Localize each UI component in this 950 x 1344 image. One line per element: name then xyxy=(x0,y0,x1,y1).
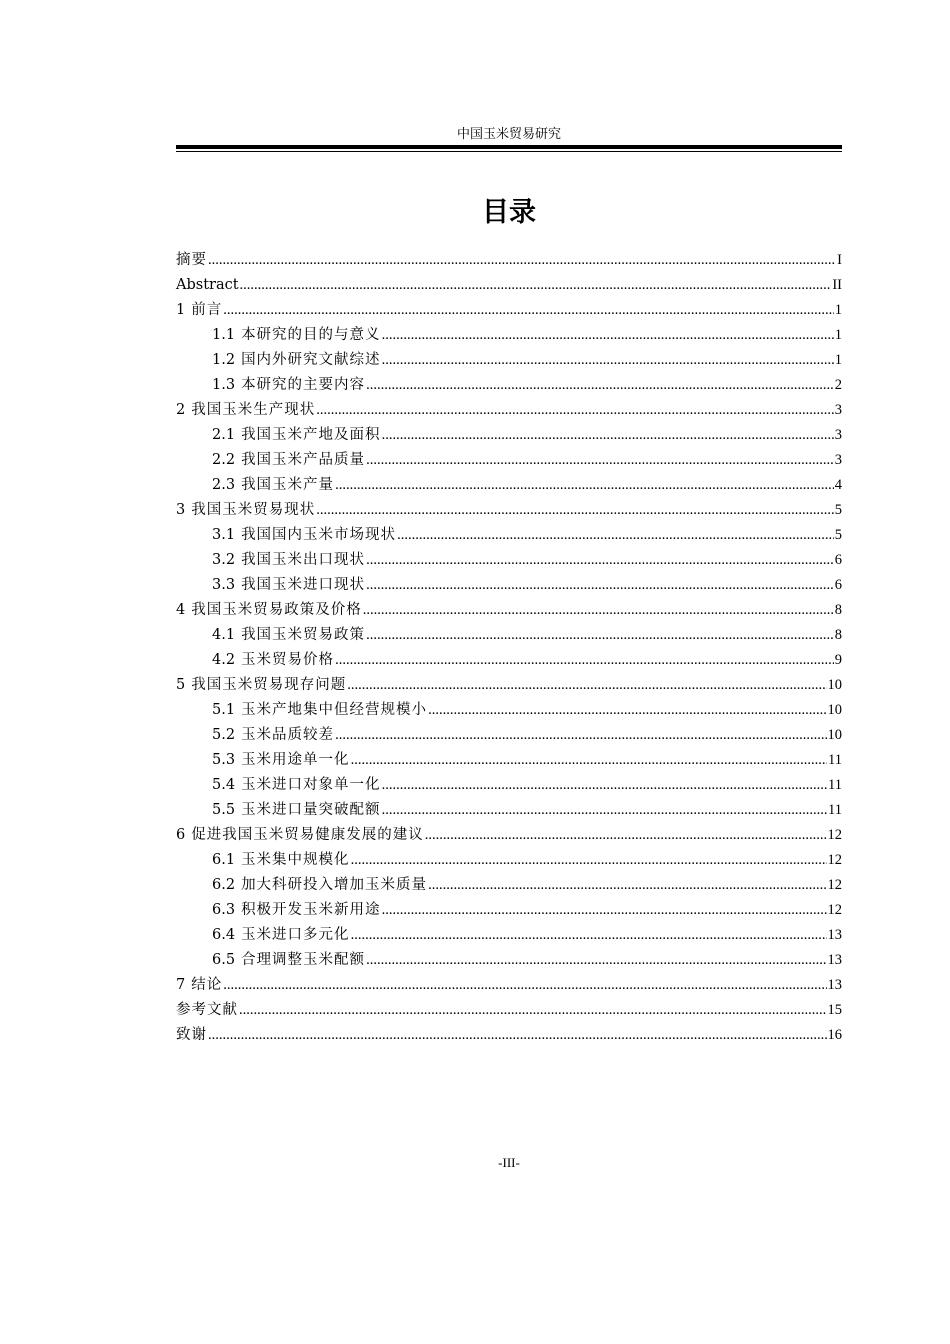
toc-leader-dots xyxy=(335,473,834,498)
toc-entry-page: 2 xyxy=(834,377,842,393)
toc-entry[interactable] xyxy=(176,898,842,923)
toc-entry-number: 4 xyxy=(176,602,186,618)
toc-entry-label: 国内外研究文献综述 xyxy=(241,352,381,368)
header-rule-thick xyxy=(176,145,842,149)
toc-entry-number: 7 xyxy=(176,977,186,993)
toc-entry-number: 4.2 xyxy=(212,652,236,668)
toc-entry-page: 8 xyxy=(834,627,842,643)
toc-entry-page: 15 xyxy=(827,1002,842,1018)
toc-entry-page: 10 xyxy=(827,727,842,743)
toc-leader-dots xyxy=(428,873,826,898)
toc-entry-label: 结论 xyxy=(191,977,223,993)
toc-entry-label: 促进我国玉米贸易健康发展的建议 xyxy=(191,827,424,843)
toc-leader-dots xyxy=(366,373,834,398)
toc-leader-dots xyxy=(208,1023,827,1048)
toc-entry-page: I xyxy=(837,252,842,268)
toc-entry-page: 9 xyxy=(834,652,842,668)
toc-entry-number: 1 xyxy=(176,302,186,318)
toc-entry-label: 玉米进口量突破配额 xyxy=(241,802,381,818)
toc-entry-number: 2.2 xyxy=(212,452,236,468)
toc-entry-number: 2.3 xyxy=(212,477,236,493)
toc-entry-label: 我国玉米贸易现存问题 xyxy=(191,677,347,693)
toc-entry[interactable] xyxy=(176,723,842,748)
toc-entry-page: 11 xyxy=(828,752,842,768)
toc-entry-page: 10 xyxy=(827,677,842,693)
toc-entry[interactable] xyxy=(176,523,842,548)
toc-leader-dots xyxy=(366,948,826,973)
toc-entry-number: 4.1 xyxy=(212,627,236,643)
toc-entry-page: 12 xyxy=(827,852,842,868)
toc-entry-page: 13 xyxy=(827,977,842,993)
toc-leader-dots xyxy=(363,598,834,623)
toc-leader-dots xyxy=(366,548,834,573)
toc-entry-label: 我国玉米产量 xyxy=(241,477,335,493)
toc-entry[interactable] xyxy=(176,798,842,823)
toc-leader-dots xyxy=(382,423,834,448)
toc-entry-page: 13 xyxy=(827,952,842,968)
toc-entry[interactable] xyxy=(176,873,842,898)
toc-entry-number: 5 xyxy=(176,677,186,693)
toc-entry-label: 玉米集中规模化 xyxy=(241,852,350,868)
running-header: 中国玉米贸易研究 xyxy=(456,127,561,142)
toc-entry-label: 玉米进口对象单一化 xyxy=(241,777,381,793)
toc-entry-label: 摘要 xyxy=(176,252,207,268)
toc-entry-page: 6 xyxy=(834,552,842,568)
toc-entry[interactable] xyxy=(176,923,842,948)
toc-entry-page: 5 xyxy=(834,502,842,518)
toc-entry[interactable] xyxy=(176,398,842,423)
toc-leader-dots xyxy=(425,823,827,848)
toc-entry-page: 6 xyxy=(834,577,842,593)
toc-entry-label: 玉米进口多元化 xyxy=(241,927,350,943)
toc-entry-number: 3.2 xyxy=(212,552,236,568)
toc-entry[interactable] xyxy=(176,573,842,598)
toc-entry[interactable] xyxy=(176,948,842,973)
toc-leader-dots xyxy=(208,248,836,273)
toc-entry[interactable] xyxy=(176,973,842,998)
toc-leader-dots xyxy=(382,348,834,373)
toc-entry-label: 本研究的主要内容 xyxy=(241,377,366,393)
toc-entry-number: 5.2 xyxy=(212,727,236,743)
toc-entry[interactable] xyxy=(176,598,842,623)
toc-entry-page: 1 xyxy=(834,352,842,368)
toc-entry-page: 12 xyxy=(827,827,842,843)
toc-entry-number: 6.2 xyxy=(212,877,236,893)
toc-entry[interactable] xyxy=(176,423,842,448)
toc-entry-page: 3 xyxy=(834,402,842,418)
toc-leader-dots xyxy=(397,523,834,548)
header-rule-thin xyxy=(176,151,842,152)
toc-entry-page: 12 xyxy=(827,877,842,893)
toc-entry-number: 6.1 xyxy=(212,852,236,868)
toc-entry[interactable] xyxy=(176,498,842,523)
toc-entry-number: 1.3 xyxy=(212,377,236,393)
toc-entry[interactable] xyxy=(176,323,842,348)
toc-entry[interactable] xyxy=(176,273,842,298)
toc-entry-label: 我国玉米产地及面积 xyxy=(241,427,381,443)
toc-entry-label: Abstract xyxy=(176,277,239,293)
toc-entry-label: 我国玉米产品质量 xyxy=(241,452,366,468)
toc-entry-label: 我国国内玉米市场现状 xyxy=(241,527,397,543)
toc-entry-page: 3 xyxy=(834,452,842,468)
toc-entry[interactable] xyxy=(176,673,842,698)
toc-entry-label: 玉米产地集中但经营规模小 xyxy=(241,702,428,718)
toc-entry-page: 1 xyxy=(834,327,842,343)
toc-leader-dots xyxy=(382,773,827,798)
toc-entry-page: 11 xyxy=(828,777,842,793)
toc-leader-dots xyxy=(366,448,834,473)
toc-leader-dots xyxy=(351,923,827,948)
toc-entry[interactable] xyxy=(176,648,842,673)
toc-entry-page: 13 xyxy=(827,927,842,943)
toc-entry[interactable] xyxy=(176,248,842,273)
toc-entry-number: 2 xyxy=(176,402,186,418)
toc-entry-number: 3.1 xyxy=(212,527,236,543)
toc-entry-label: 我国玉米出口现状 xyxy=(241,552,366,568)
toc-entry-page: 1 xyxy=(834,302,842,318)
toc-entry[interactable] xyxy=(176,373,842,398)
toc-entry-page: 4 xyxy=(834,477,842,493)
toc-entry-number: 1.1 xyxy=(212,327,236,343)
toc-leader-dots xyxy=(335,723,826,748)
toc-entry-label: 积极开发玉米新用途 xyxy=(241,902,381,918)
toc-leader-dots xyxy=(239,998,827,1023)
toc-entry-page: 3 xyxy=(834,427,842,443)
toc-entry-label: 玉米贸易价格 xyxy=(241,652,335,668)
toc-entry-label: 我国玉米贸易政策及价格 xyxy=(191,602,362,618)
toc-entry[interactable] xyxy=(176,1023,842,1048)
page-title: 目录 xyxy=(482,197,536,228)
toc-entry[interactable] xyxy=(176,298,842,323)
toc-entry-label: 玉米用途单一化 xyxy=(241,752,350,768)
toc-entry[interactable] xyxy=(176,748,842,773)
toc-entry-label: 加大科研投入增加玉米质量 xyxy=(241,877,428,893)
toc-entry-number: 6 xyxy=(176,827,186,843)
toc-leader-dots xyxy=(240,273,832,298)
toc-entry-number: 1.2 xyxy=(212,352,236,368)
toc-entry-number: 3.3 xyxy=(212,577,236,593)
toc-entry-page: 16 xyxy=(827,1027,842,1043)
toc-entry[interactable] xyxy=(176,473,842,498)
toc-entry-number: 6.3 xyxy=(212,902,236,918)
toc-entry-page: 12 xyxy=(827,902,842,918)
toc-leader-dots xyxy=(223,298,834,323)
toc-entry-number: 6.5 xyxy=(212,952,236,968)
toc-entry[interactable] xyxy=(176,848,842,873)
toc-entry[interactable] xyxy=(176,698,842,723)
toc-entry-page: 5 xyxy=(834,527,842,543)
toc-leader-dots xyxy=(366,573,834,598)
toc-entry[interactable] xyxy=(176,998,842,1023)
toc-entry-page: 10 xyxy=(827,702,842,718)
page-number: -III- xyxy=(498,1155,520,1170)
toc-leader-dots xyxy=(382,798,827,823)
toc-entry-label: 致谢 xyxy=(176,1027,207,1043)
toc-entry-label: 合理调整玉米配额 xyxy=(241,952,366,968)
table-of-contents xyxy=(176,248,842,1048)
toc-entry-label: 本研究的目的与意义 xyxy=(241,327,381,343)
toc-entry-number: 5.5 xyxy=(212,802,236,818)
toc-leader-dots xyxy=(351,848,827,873)
toc-entry-page: 8 xyxy=(834,602,842,618)
toc-leader-dots xyxy=(428,698,826,723)
toc-entry-label: 玉米品质较差 xyxy=(241,727,335,743)
toc-entry-label: 前言 xyxy=(191,302,223,318)
toc-leader-dots xyxy=(366,623,834,648)
toc-leader-dots xyxy=(351,748,827,773)
toc-entry[interactable] xyxy=(176,348,842,373)
toc-entry[interactable] xyxy=(176,823,842,848)
toc-entry-number: 5.1 xyxy=(212,702,236,718)
toc-entry-label: 我国玉米贸易现状 xyxy=(191,502,316,518)
toc-entry-label: 我国玉米生产现状 xyxy=(191,402,316,418)
toc-entry-label: 我国玉米进口现状 xyxy=(241,577,366,593)
toc-entry[interactable] xyxy=(176,448,842,473)
toc-leader-dots xyxy=(382,898,827,923)
toc-entry[interactable] xyxy=(176,773,842,798)
toc-entry-label: 参考文献 xyxy=(176,1002,238,1018)
toc-leader-dots xyxy=(223,973,826,998)
toc-leader-dots xyxy=(335,648,834,673)
toc-entry-number: 5.3 xyxy=(212,752,236,768)
toc-leader-dots xyxy=(316,498,834,523)
toc-entry-number: 2.1 xyxy=(212,427,236,443)
toc-entry-label: 我国玉米贸易政策 xyxy=(241,627,366,643)
toc-leader-dots xyxy=(382,323,834,348)
toc-entry[interactable] xyxy=(176,623,842,648)
toc-leader-dots xyxy=(347,673,826,698)
toc-entry-number: 5.4 xyxy=(212,777,236,793)
toc-entry-page: 11 xyxy=(828,802,842,818)
toc-entry-page: II xyxy=(832,277,842,293)
toc-entry-number: 6.4 xyxy=(212,927,236,943)
toc-leader-dots xyxy=(316,398,834,423)
toc-entry-number: 3 xyxy=(176,502,186,518)
toc-entry[interactable] xyxy=(176,548,842,573)
